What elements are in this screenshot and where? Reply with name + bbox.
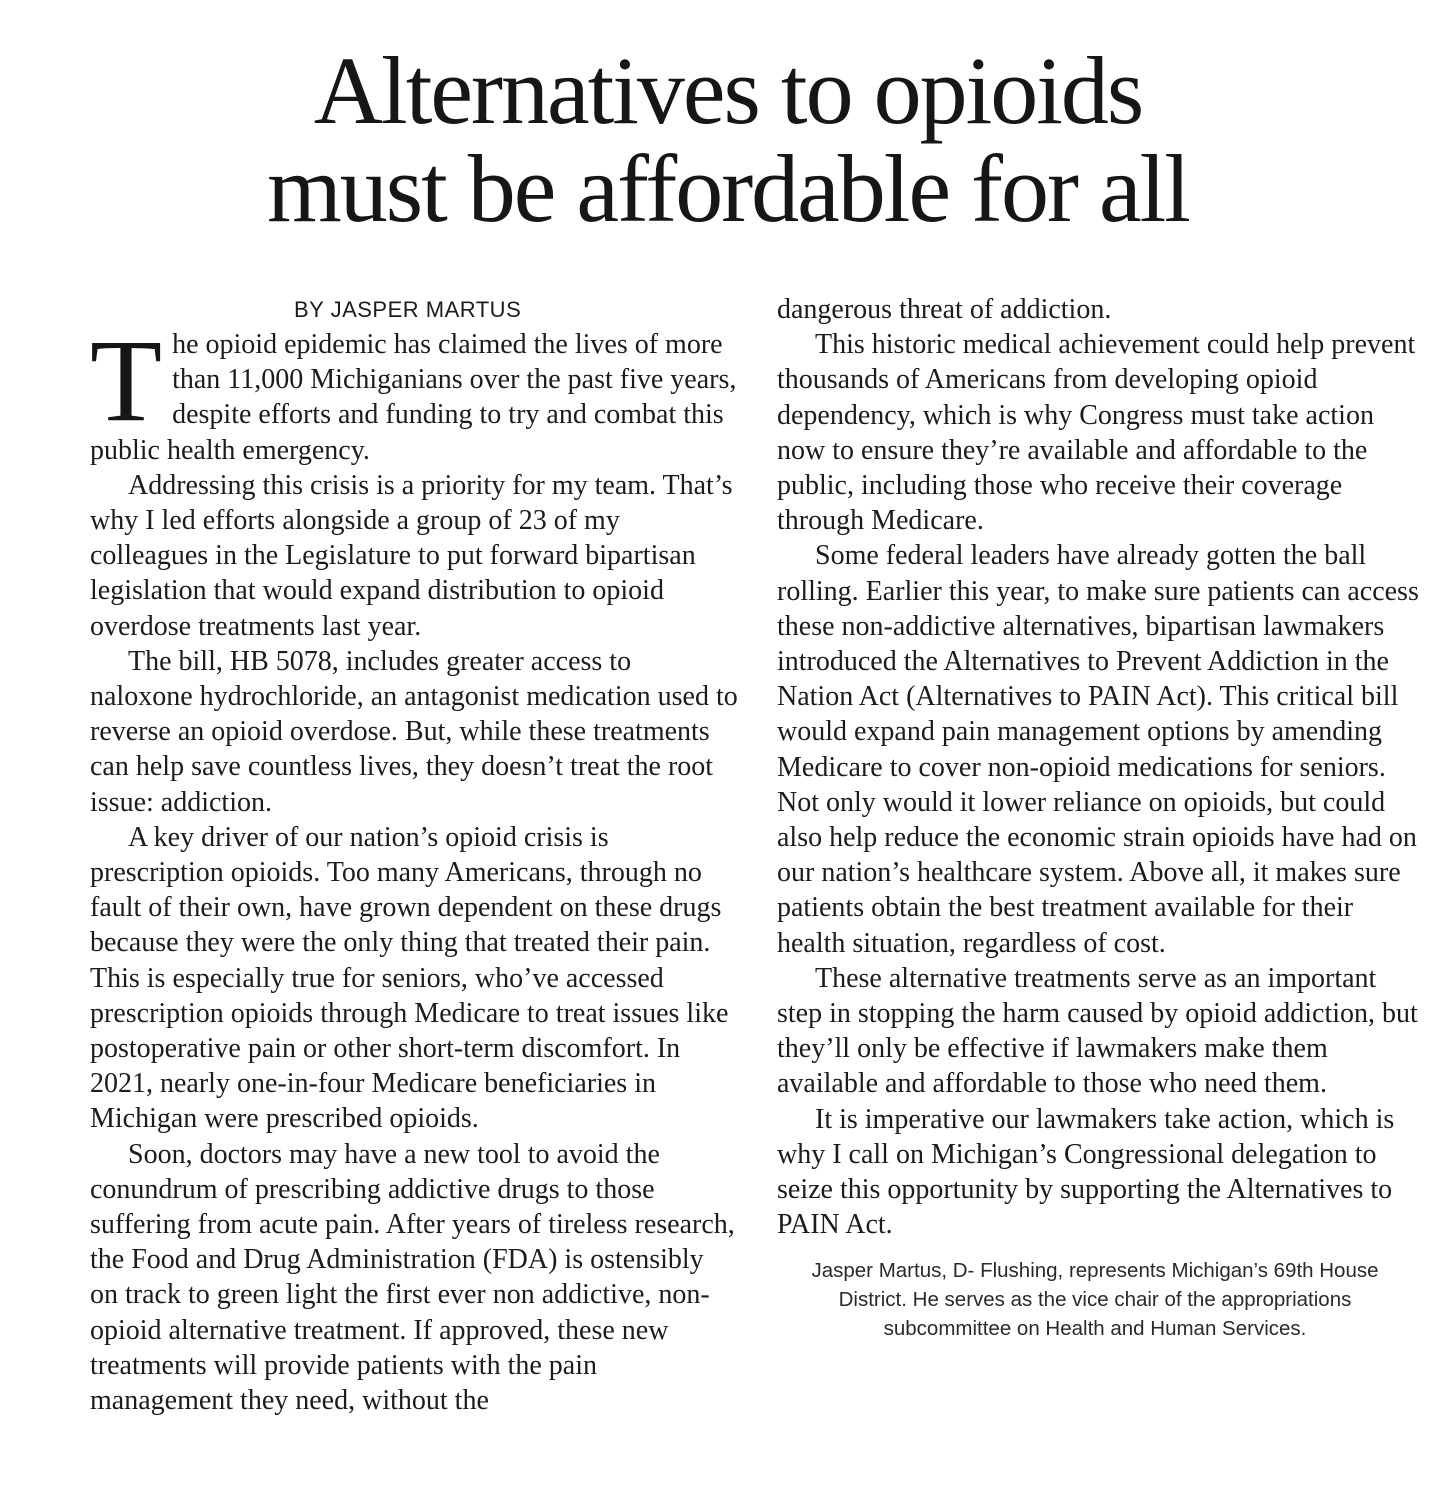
left-column — [90, 292, 738, 1418]
right-paragraph-3: These alternative treatments serve as an important step in stopping the harm caused by opioid addiction, but they’ll only be effective if lawmakers make them available and affordable to those who need them. — [777, 962, 1418, 1100]
left-paragraph-4: A key driver of our nation’s opioid crisis is prescription opioids. Too many Americans, through no fault of their own, have grown dependent on these drugs because they were the only thing that treated their pain. This is especially true for seniors, who’ve accessed prescription opioids through Medicare to treat issues like postoperative pain or other short-term discomfort. In 2021, nearly one-in-four Medicare beneficiaries in Michigan were prescribed opioids. — [90, 821, 729, 1135]
right-paragraph-4: It is imperative our lawmakers take action, which is why I call on Michigan’s Congressional delegation to seize this opportunity by supporting the Alternatives to PAIN Act. — [777, 1103, 1395, 1241]
drop-cap: T — [90, 315, 163, 446]
byline: BY JASPER MARTUS — [294, 297, 522, 322]
opening-paragraph-text: he opioid epidemic has claimed the lives of more than 11,000 Michiganians over the past five years, despite efforts and funding to try and combat this public health emergency. — [90, 329, 737, 466]
headline-line-1: Alternatives to opioids — [313, 37, 1143, 144]
author-tagline: Jasper Martus, D- Flushing, represents Michigan’s 69th House District. He serves as the vice chair of the appropriations subcommittee on Health and Human Services. — [811, 1259, 1379, 1341]
right-continuation: dangerous threat of addiction. — [777, 294, 1112, 325]
right-paragraph-1: This historic medical achievement could help prevent thousands of Americans from developing opioid dependency, which is why Congress must take action now to ensure they’re available and affordable to the public, including those who receive their coverage through Medicare. — [777, 329, 1416, 537]
left-paragraph-2: Addressing this crisis is a priority for my team. That’s why I led efforts alongside a group of 23 of my colleagues in the Legislature to put forward bipartisan legislation that would expand distribution to opioid overdose treatments last year. — [90, 469, 733, 642]
right-column — [777, 292, 1425, 1343]
opening-paragraph — [90, 315, 738, 468]
right-paragraph-2: Some federal leaders have already gotten the ball rolling. Earlier this year, to make sure patients can access these non-addictive alternatives, bipartisan lawmakers introduced the Alternatives to Prevent Addiction in the Nation Act (Alternatives to PAIN Act). This critical bill would expand pain management options by amending Medicare to cover non-opioid medications for seniors. Not only would it lower reliance on opioids, but could also help reduce the economic strain opioids have had on our nation’s healthcare system. Above all, it makes sure patients obtain the best treatment available for their health situation, regardless of cost. — [777, 540, 1419, 959]
left-paragraph-3: The bill, HB 5078, includes greater access to naloxone hydrochloride, an antagonist medication used to reverse an opioid overdose. But, while these treatments can help save countless lives, they doesn’t treat the root issue: addiction. — [90, 645, 738, 818]
headline — [0, 37, 1456, 242]
left-paragraph-5: Soon, doctors may have a new tool to avoid the conundrum of prescribing addictive drugs to those suffering from acute pain. After years of tireless research, the Food and Drug Administration (FDA) is ostensibly on track to green light the first ever non addictive, non-opioid alternative treatment. If approved, these new treatments will provide patients with the pain management they need, without the — [90, 1138, 735, 1417]
headline-line-2: must be affordable for all — [267, 135, 1189, 242]
